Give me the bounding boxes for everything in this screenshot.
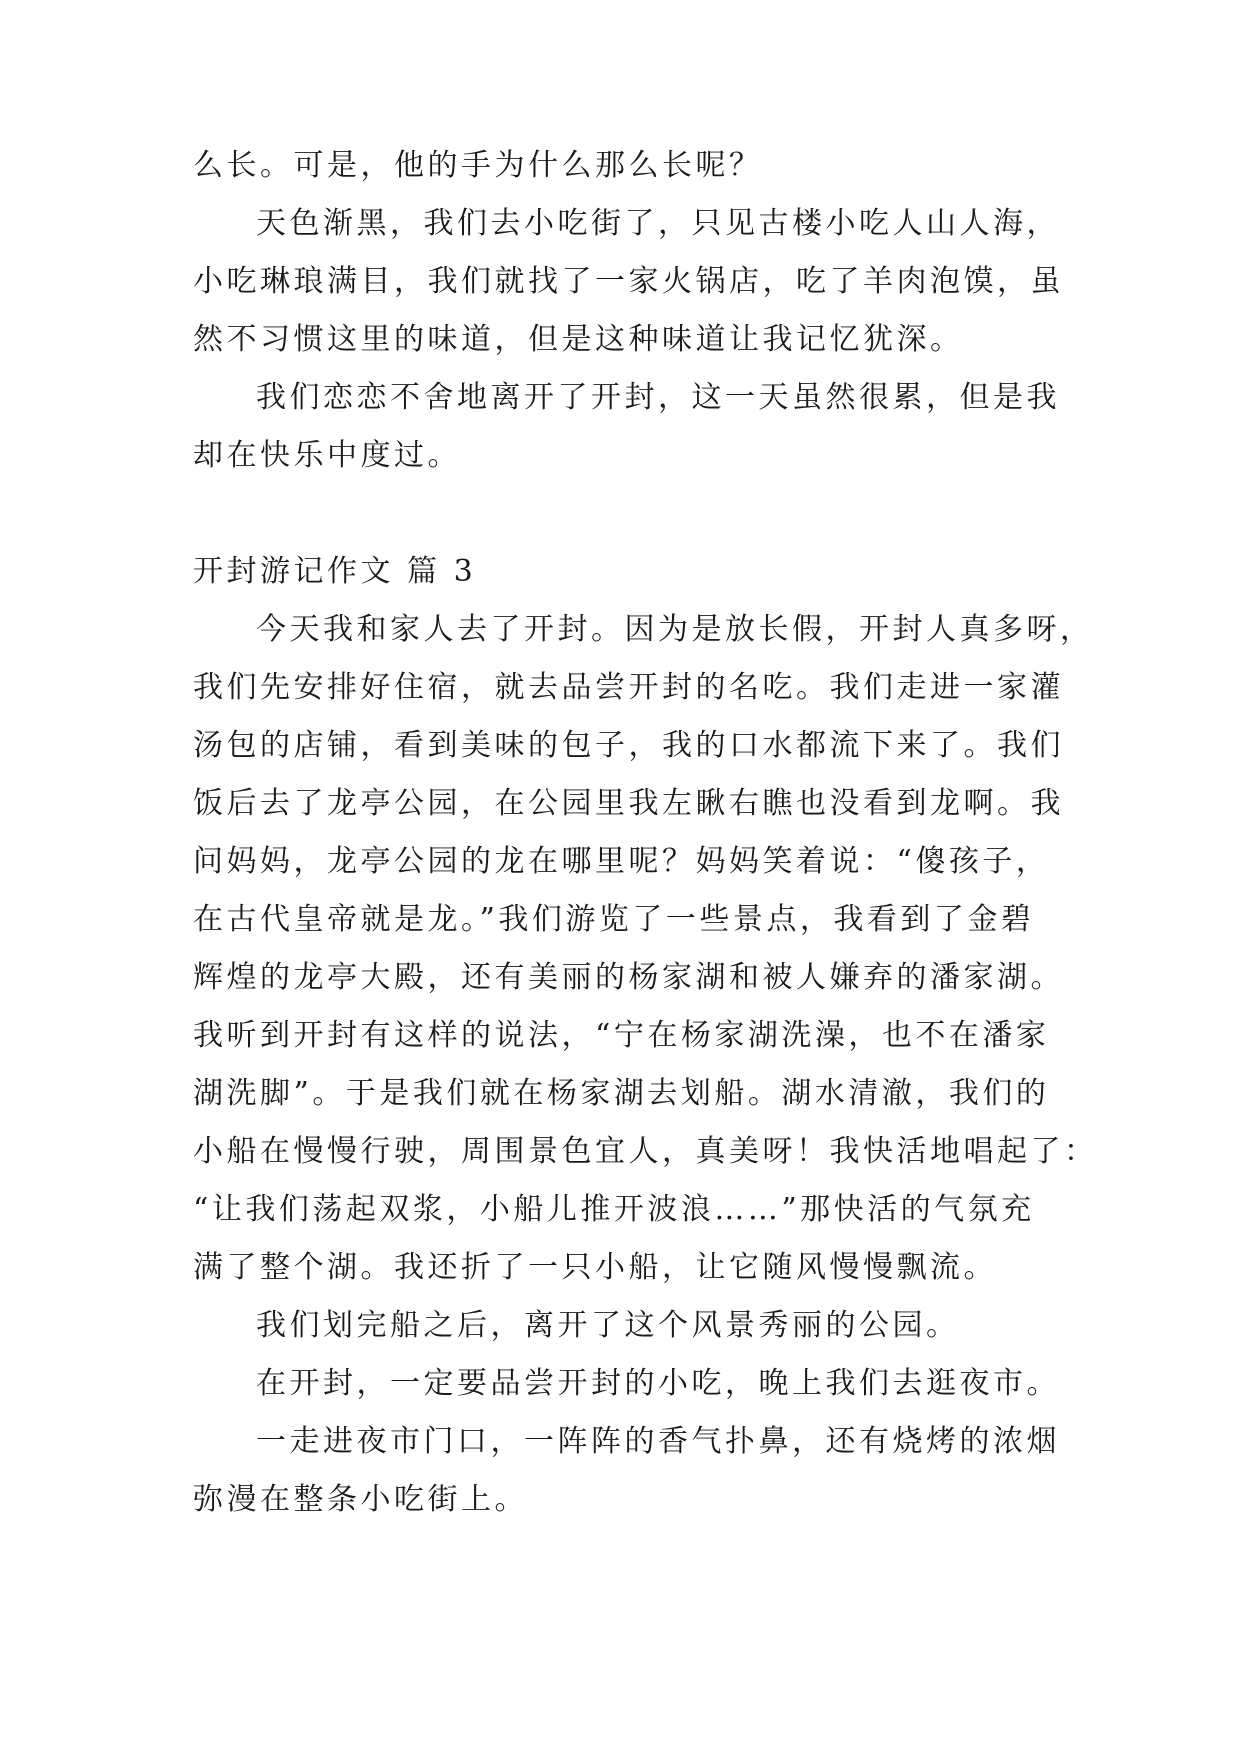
text-line: 辉煌的龙亭大殿，还有美丽的杨家湖和被人嫌弃的潘家湖。 bbox=[193, 960, 1064, 995]
text-line: 汤包的店铺，看到美味的包子，我的口水都流下来了。我们 bbox=[193, 728, 1064, 763]
paragraph-first-line: 今天我和家人去了开封。因为是放长假，开封人真多呀， bbox=[256, 612, 1094, 647]
text-line: 弥漫在整条小吃街上。 bbox=[193, 1482, 528, 1517]
text-line: 在古代皇帝就是龙。”我们游览了一些景点，我看到了金碧 bbox=[193, 902, 1035, 937]
text-line: 却在快乐中度过。 bbox=[193, 438, 461, 473]
text-line: “让我们荡起双浆，小船儿推开波浪……”那快活的气氛充 bbox=[193, 1192, 1035, 1227]
text-line: 我听到开封有这样的说法，“宁在杨家湖洗澡，也不在潘家 bbox=[193, 1018, 1050, 1053]
paragraph-first-line: 我们恋恋不舍地离开了开封，这一天虽然很累，但是我 bbox=[256, 380, 1060, 415]
text-line: 饭后去了龙亭公园，在公园里我左瞅右瞧也没看到龙啊。我 bbox=[193, 786, 1064, 821]
text-line: 湖洗脚”。于是我们就在杨家湖去划船。湖水清澈，我们的 bbox=[193, 1076, 1050, 1111]
text-line: 么长。可是，他的手为什么那么长呢？ bbox=[193, 148, 763, 183]
section-heading: 开封游记作文 篇 3 bbox=[193, 554, 477, 589]
text-line: 我们先安排好住宿，就去品尝开封的名吃。我们走进一家灌 bbox=[193, 670, 1064, 705]
text-line: 小船在慢慢行驶，周围景色宜人，真美呀！我快活地唱起了： bbox=[193, 1134, 1098, 1169]
text-line: 满了整个湖。我还折了一只小船，让它随风慢慢飘流。 bbox=[193, 1250, 997, 1285]
paragraph-first-line: 天色渐黑，我们去小吃街了，只见古楼小吃人山人海， bbox=[256, 206, 1060, 241]
paragraph-first-line: 在开封，一定要品尝开封的小吃，晚上我们去逛夜市。 bbox=[256, 1366, 1060, 1401]
paragraph-first-line: 一走进夜市门口，一阵阵的香气扑鼻，还有烧烤的浓烟 bbox=[256, 1424, 1060, 1459]
text-line: 问妈妈，龙亭公园的龙在哪里呢？妈妈笑着说：“傻孩子， bbox=[193, 844, 1050, 879]
text-line: 然不习惯这里的味道，但是这种味道让我记忆犹深。 bbox=[193, 322, 964, 357]
paragraph-first-line: 我们划完船之后，离开了这个风景秀丽的公园。 bbox=[256, 1308, 960, 1343]
text-line: 小吃琳琅满目，我们就找了一家火锅店，吃了羊肉泡馍，虽 bbox=[193, 264, 1064, 299]
